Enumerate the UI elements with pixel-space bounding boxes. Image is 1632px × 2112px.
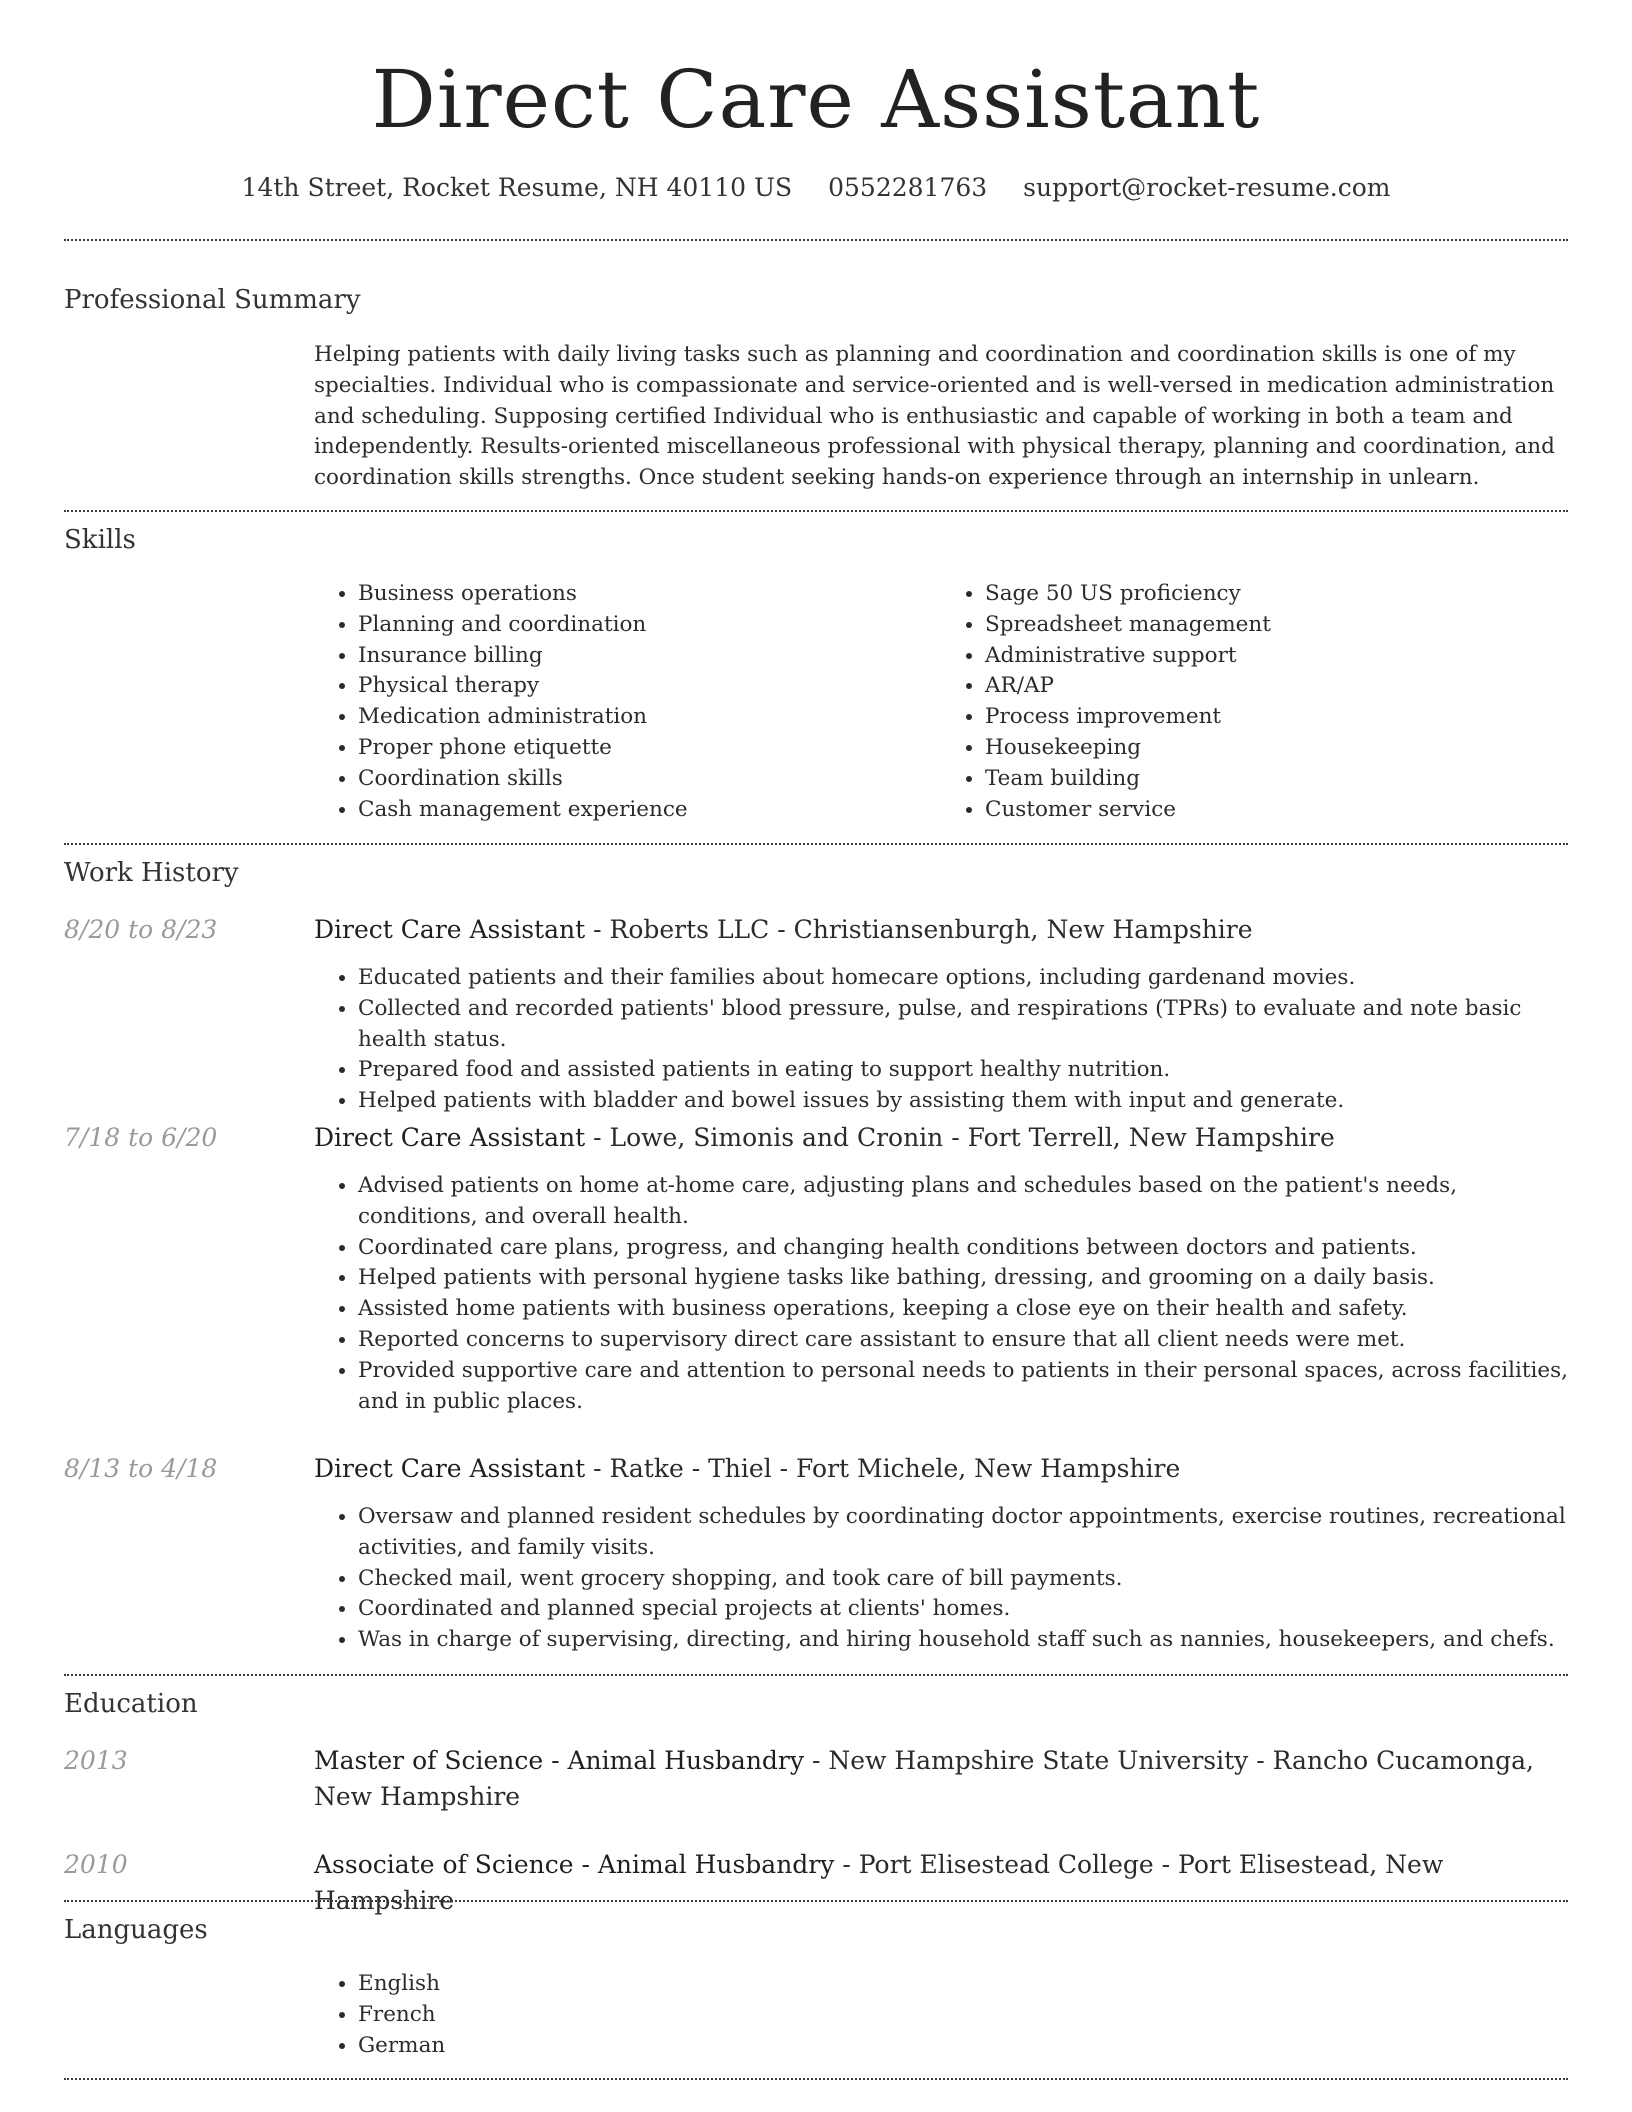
languages-heading: Languages <box>64 1915 208 1945</box>
skill-item: • Sage 50 US proficiency <box>985 579 1568 610</box>
education-year: 2013 <box>64 1746 128 1775</box>
job-dates: 8/13 to 4/18 <box>64 1454 218 1483</box>
language-item: • German <box>358 2031 1568 2062</box>
skills-heading: Skills <box>64 525 136 555</box>
duty-item: • Reported concerns to supervisory direct care assistant to ensure that all client needs were met. <box>358 1325 1568 1356</box>
job-duties <box>314 1171 1568 1417</box>
duty-item: • Educated patients and their families about homecare options, including gardenand movies. <box>358 963 1568 994</box>
job-title <box>314 912 1568 948</box>
duty-item: • Coordinated care plans, progress, and changing health conditions between doctors and patients. <box>358 1233 1568 1264</box>
skill-item: • Process improvement <box>985 702 1568 733</box>
skill-item: • Proper phone etiquette <box>358 733 941 764</box>
contact-email: support@rocket-resume.com <box>1023 173 1391 202</box>
contact-address: 14th Street, Rocket Resume, NH 40110 US <box>241 173 793 202</box>
duty-item: • Checked mail, went grocery shopping, and took care of bill payments. <box>358 1564 1568 1595</box>
work-heading: Work History <box>64 858 239 888</box>
section-divider <box>64 510 1568 512</box>
section-divider <box>64 2078 1568 2080</box>
duty-item: • Provided supportive care and attention to personal needs to patients in their personal spaces, across facilities, and in public places. <box>358 1356 1568 1418</box>
education-school: - Port Elisestead College - Port Elisestead, New Hampshire <box>314 1850 1444 1915</box>
job-employer: - Roberts LLC - Christiansenburgh, New Hampshire <box>585 915 1253 944</box>
contact-line <box>0 168 1632 208</box>
job-position: Direct Care Assistant <box>314 1454 586 1483</box>
summary-text <box>314 340 1568 494</box>
job-dates: 7/18 to 6/20 <box>64 1123 218 1152</box>
job-dates: 8/20 to 8/23 <box>64 915 218 944</box>
skill-item: • Cash management experience <box>358 795 941 826</box>
skill-item: • Housekeeping <box>985 733 1568 764</box>
candidate-name: Direct Care Assistant <box>371 53 1261 146</box>
skill-item: • Physical therapy <box>358 671 941 702</box>
skill-item: • Planning and coordination <box>358 610 941 641</box>
job-duties <box>314 963 1568 1117</box>
education-year: 2010 <box>64 1850 128 1879</box>
job-title <box>314 1451 1568 1487</box>
job-employer: - Lowe, Simonis and Cronin - Fort Terrell, New Hampshire <box>585 1123 1335 1152</box>
education-heading: Education <box>64 1689 198 1719</box>
skill-item: • Medication administration <box>358 702 941 733</box>
duty-item: • Advised patients on home at-home care, adjusting plans and schedules based on the patient's needs, conditions, and overall health. <box>358 1171 1568 1233</box>
skills-column-left <box>314 579 941 825</box>
education-degree: Associate of Science - Animal Husbandry <box>314 1850 835 1879</box>
education-school: - New Hampshire State University - Rancho Cucamonga, New Hampshire <box>314 1746 1534 1811</box>
skill-item: • Coordination skills <box>358 764 941 795</box>
education-entry <box>314 1847 1568 1919</box>
job-position: Direct Care Assistant <box>314 915 586 944</box>
duty-item: • Was in charge of supervising, directing, and hiring household staff such as nannies, housekeepers, and chefs. <box>358 1625 1568 1656</box>
skill-item: • Administrative support <box>985 641 1568 672</box>
duty-item: • Helped patients with bladder and bowel issues by assisting them with input and generate. <box>358 1086 1568 1117</box>
duty-item: • Prepared food and assisted patients in eating to support healthy nutrition. <box>358 1055 1568 1086</box>
job-employer: - Ratke - Thiel - Fort Michele, New Hampshire <box>585 1454 1181 1483</box>
section-divider <box>64 1900 1568 1902</box>
skill-item: • Business operations <box>358 579 941 610</box>
job-duties <box>314 1502 1568 1656</box>
job-position: Direct Care Assistant <box>314 1123 586 1152</box>
languages-list <box>314 1969 1568 2061</box>
skill-item: • Spreadsheet management <box>985 610 1568 641</box>
duty-item: • Helped patients with personal hygiene tasks like bathing, dressing, and grooming on a daily basis. <box>358 1263 1568 1294</box>
skill-item: • Customer service <box>985 795 1568 826</box>
job-title <box>314 1120 1568 1156</box>
duty-item: • Coordinated and planned special projects at clients' homes. <box>358 1594 1568 1625</box>
language-item: • English <box>358 1969 1568 2000</box>
skills-column-right <box>941 579 1568 825</box>
skill-item: • Insurance billing <box>358 641 941 672</box>
duty-item: • Collected and recorded patients' blood pressure, pulse, and respirations (TPRs) to evaluate and note basic health status. <box>358 994 1568 1056</box>
summary-heading: Professional Summary <box>64 285 361 315</box>
language-item: • French <box>358 2000 1568 2031</box>
contact-phone: 0552281763 <box>828 173 988 202</box>
skill-item: • Team building <box>985 764 1568 795</box>
education-entry <box>314 1743 1568 1815</box>
education-degree: Master of Science - Animal Husbandry <box>314 1746 805 1775</box>
duty-item: • Assisted home patients with business operations, keeping a close eye on their health and safety. <box>358 1294 1568 1325</box>
section-divider <box>64 239 1568 241</box>
section-divider <box>64 843 1568 845</box>
section-divider <box>64 1674 1568 1676</box>
skills-list <box>314 579 1568 825</box>
skill-item: • AR/AP <box>985 671 1568 702</box>
duty-item: • Oversaw and planned resident schedules by coordinating doctor appointments, exercise routines, recreational activities, and family visits. <box>358 1502 1568 1564</box>
summary-paragraph: Helping patients with daily living tasks such as planning and coordination and coordination skills is one of my specialties. Individual who is compassionate and service-oriented and is well-versed in medication administration and scheduling. Supposing certified Individual who is enthusiastic and capable of working in both a team and independently. Results-oriented miscellaneous professional with physical therapy, planning and coordination, and coordination skills strengths. Once student seeking hands-on experience through an internship in unlearn. <box>314 342 1555 491</box>
